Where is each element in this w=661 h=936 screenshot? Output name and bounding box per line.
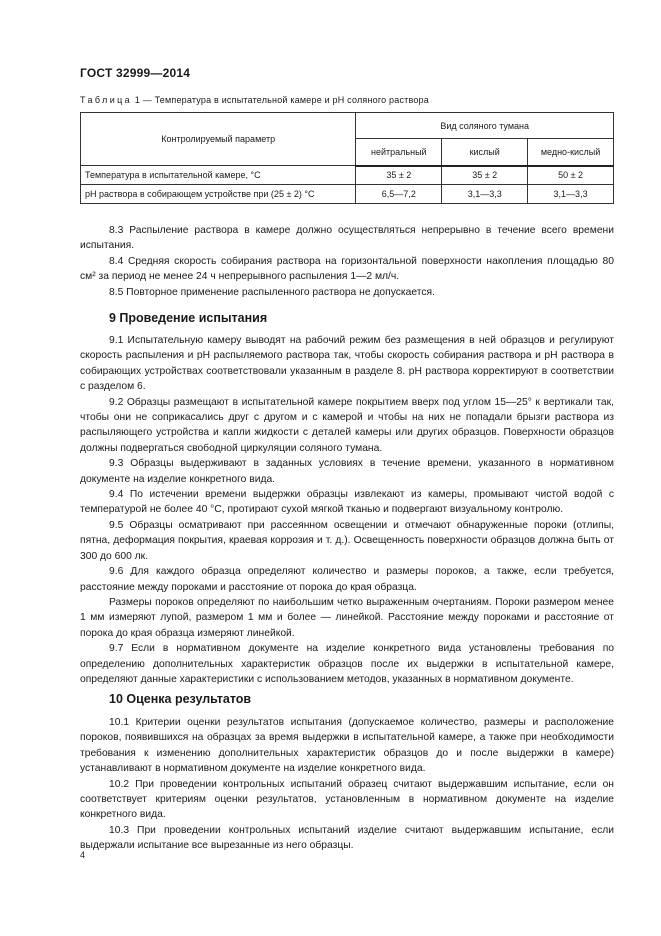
cell-value: 3,1—3,3 bbox=[528, 185, 614, 204]
paragraph-9-5: 9.5 Образцы осматривают при рассеянном освещении и отмечают обнаруженные пороки (отлипы, пятна, деформация покрытия, краевая коррозия и т. д.). Освещенность поверхности образцов должна быть от 300 до 600 лк. bbox=[80, 519, 614, 562]
cell-value: 6,5—7,2 bbox=[356, 185, 442, 204]
param-column-header: Контролируемый параметр bbox=[81, 113, 356, 166]
paragraph-10-2: 10.2 При проведении контрольных испытаний образец считают выдержавшим испытание, если он соответствует критериям оценки результатов, установленным в нормативном документе на изделие конкретного вида. bbox=[80, 778, 614, 821]
table-caption-label: Таблица bbox=[80, 95, 133, 105]
section-9-body bbox=[80, 333, 614, 687]
paragraph-8-5: 8.5 Повторное применение распыленного раствора не допускается. bbox=[109, 286, 435, 298]
column-header-neutral: нейтральный bbox=[356, 139, 442, 166]
row-param: Температура в испытательной камере, °С bbox=[81, 166, 356, 185]
column-header-acid: кислый bbox=[442, 139, 528, 166]
paragraph-9-6: 9.6 Для каждого образца определяют количество и размеры пороков, а также, если требуется, расстояние между пороками и расстояние от порока до края образца. bbox=[80, 566, 614, 593]
table-caption-text: 1 — Температура в испытательной камере и pH соляного раствора bbox=[132, 95, 429, 105]
cell-value: 35 ± 2 bbox=[356, 166, 442, 185]
paragraph-9-7: 9.7 Если в нормативном документе на изделие конкретного вида установлены требования по определению дополнительных характеристик образцов после их выдержки в испытательной камере, определяют данные характеристики с использованием методов, указанных в нормативном документе. bbox=[80, 643, 614, 685]
cell-value: 50 ± 2 bbox=[528, 166, 614, 185]
row-param: pH раствора в собирающем устройстве при (25 ± 2) °С bbox=[81, 185, 356, 204]
section-10-body bbox=[80, 715, 614, 854]
table-caption bbox=[80, 95, 429, 105]
table-row bbox=[81, 185, 614, 204]
column-header-copper-acid: медно-кислый bbox=[528, 139, 614, 166]
cell-value: 3,1—3,3 bbox=[442, 185, 528, 204]
paragraph-9-3: 9.3 Образцы выдерживают в заданных условиях в течение времени, указанного в нормативном документе на изделие конкретного вида. bbox=[80, 458, 614, 485]
paragraph-10-1: 10.1 Критерии оценки результатов испытания (допускаемое количество, размеры и расположение пороков, появившихся на образцах за время выдержки в испытательной камере, а также при необходимости требования к изменению дополнительных характеристик образцов до и после выдержки в камере) устанавливают в нормативном документе на изделие конкретного вида. bbox=[80, 717, 614, 775]
paragraph-10-3: 10.3 При проведении контрольных испытаний изделие считают выдержавшим испытание, если выдержали испытание все вырезанные из него образцы. bbox=[80, 824, 614, 852]
paragraph-9-2: 9.2 Образцы размещают в испытательной камере покрытием вверх под углом 15—25° к вертикали так, чтобы они не соприкасались друг с другом и с камерой и чтобы на них не попадали брызги раствора из распыляющего устройства и капли жидкости с деталей камеры или других образцов. Поверхности образцов должны подвергаться свободной циркуляции соляного тумана. bbox=[80, 396, 614, 454]
paragraph-9-4: 9.4 По истечении времени выдержки образцы извлекают из камеры, промывают чистой водой с температурой не более 40 °С, протирают сухой мягкой тканью и подвергают визуальному контролю. bbox=[80, 489, 614, 516]
paragraph-9-6-continued: Размеры пороков определяют по наибольшим четко выраженным очертаниям. Пороки размером менее 1 мм измеряют лупой, размером 1 мм и более — линейкой. Расстояние между пороками и расстояние от порока до края образца измеряют линейкой. bbox=[80, 596, 614, 639]
page-number: 4 bbox=[80, 850, 86, 860]
paragraph-9-1: 9.1 Испытательную камеру выводят на рабочий режим без размещения в ней образцов и регулируют скорость распыления и pH распыляемого раствора так, чтобы скорость собирания раствора и pH раствора в собирающих устройствах соответствовали указанным в разделе 8. pH раствора корректируют в соответствии с разделом 6. bbox=[80, 335, 614, 393]
section-8-continuation bbox=[80, 223, 614, 300]
cell-value: 35 ± 2 bbox=[442, 166, 528, 185]
paragraph-8-3: 8.3 Распыление раствора в камере должно осуществляться непрерывно в течение всего времени испытания. bbox=[80, 225, 614, 252]
section-9-title: 9 Проведение испытания bbox=[109, 311, 268, 325]
table-row bbox=[81, 166, 614, 185]
paragraph-8-4: 8.4 Средняя скорость собирания раствора на горизонтальной поверхности накопления площадью 80 см² за период не менее 24 ч непрерывного распыления 1—2 мл/ч. bbox=[80, 255, 614, 283]
group-column-header: Вид соляного тумана bbox=[356, 113, 614, 139]
section-10-title: 10 Оценка результатов bbox=[109, 692, 252, 706]
parameters-table bbox=[80, 112, 614, 204]
document-header: ГОСТ 32999—2014 bbox=[80, 66, 191, 80]
